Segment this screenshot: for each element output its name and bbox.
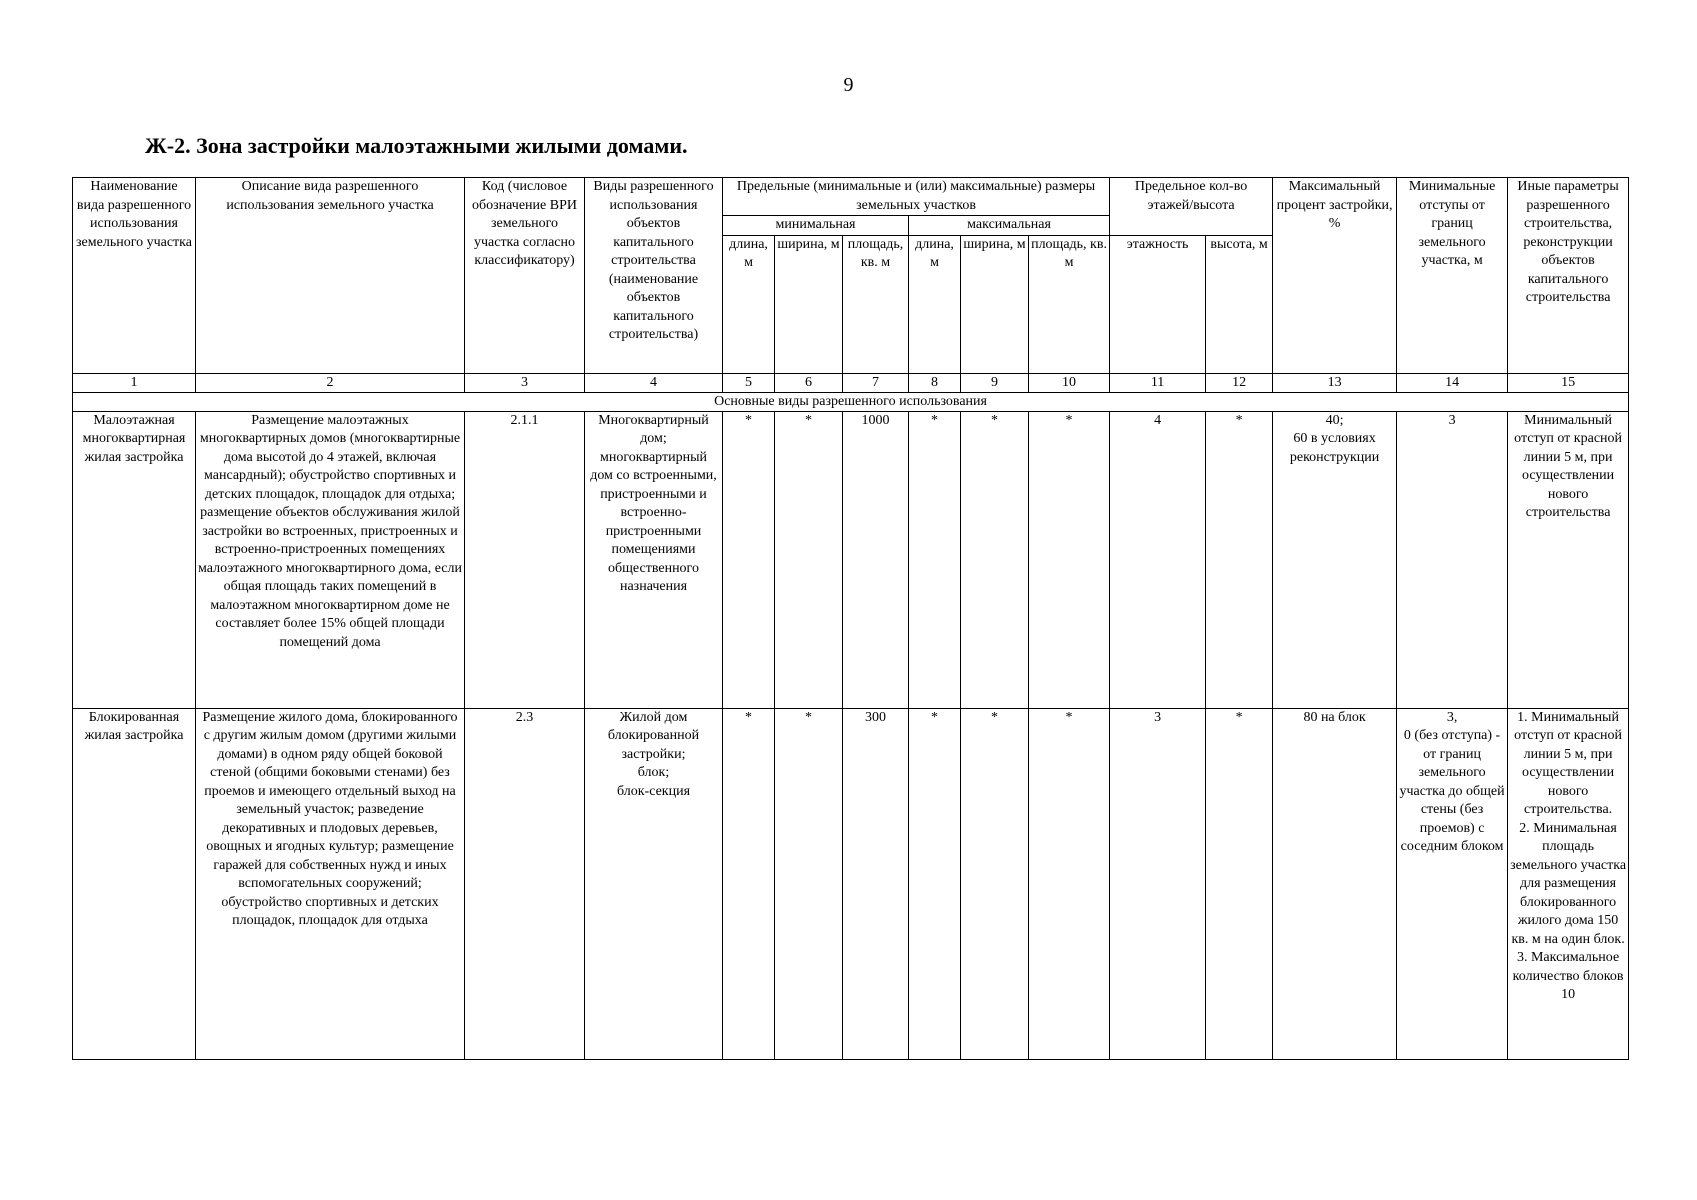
row-max-area: *: [1029, 708, 1110, 1059]
table-row: [73, 708, 1629, 1059]
section-label: Основные виды разрешенного использования: [73, 392, 1629, 411]
column-number: 12: [1206, 373, 1273, 392]
header-min-width: ширина, м: [775, 235, 843, 373]
row-height: *: [1206, 411, 1273, 708]
header-floors: этажность: [1110, 235, 1206, 373]
column-number: 9: [961, 373, 1029, 392]
row-min-setback: 3, 0 (без отступа) - от границ земельного участка до общей стены (без проемов) с соседним блоком: [1397, 708, 1508, 1059]
header-height: высота, м: [1206, 235, 1273, 373]
header-max-percent: Максимальный процент застройки, %: [1273, 178, 1397, 374]
column-number: 13: [1273, 373, 1397, 392]
header-vri-code: Код (числовое обозначение ВРИ земельного участка согласно классификатору): [465, 178, 585, 374]
row-max-length: *: [909, 411, 961, 708]
column-number: 5: [723, 373, 775, 392]
row-min-setback: 3: [1397, 411, 1508, 708]
row-floors: 4: [1110, 411, 1206, 708]
column-number-row: [73, 373, 1629, 392]
page-number: 9: [843, 74, 854, 96]
section-row: [73, 392, 1629, 411]
row-min-width: *: [775, 411, 843, 708]
row-min-area: 300: [843, 708, 909, 1059]
row-object-types: Многоквартирный дом; многоквартирный дом со встроенными, пристроенными и встроенно-пристроенными помещениями общественного назначения: [585, 411, 723, 708]
header-minimal: минимальная: [723, 216, 909, 236]
row-vri-description: Размещение жилого дома, блокированного с другим жилым домом (другими жилыми домами) в одном ряду общей боковой стеной (общими боковыми стенами) без проемов и имеющего отдельный выход на земельный участок; разведение декоративных и плодовых деревьев, овощных и ягодных культур; размещение гаражей для собственных нужд и иных вспомогательных сооружений; обустройство спортивных и детских площадок, площадок для отдыха: [196, 708, 465, 1059]
header-min-area: площадь, кв. м: [843, 235, 909, 373]
zoning-table: [72, 177, 1629, 1060]
row-floors: 3: [1110, 708, 1206, 1059]
header-object-types: Виды разрешенного использования объектов капитального строительства (наименование объектов капитального строительства): [585, 178, 723, 374]
row-min-area: 1000: [843, 411, 909, 708]
row-vri-name: Малоэтажная многоквартирная жилая застройка: [73, 411, 196, 708]
column-number: 2: [196, 373, 465, 392]
column-number: 7: [843, 373, 909, 392]
row-max-width: *: [961, 708, 1029, 1059]
row-max-area: *: [1029, 411, 1110, 708]
row-vri-code: 2.1.1: [465, 411, 585, 708]
row-min-length: *: [723, 708, 775, 1059]
section-title: Ж-2. Зона застройки малоэтажными жилыми домами.: [145, 133, 688, 158]
column-number: 4: [585, 373, 723, 392]
column-number: 6: [775, 373, 843, 392]
row-min-width: *: [775, 708, 843, 1059]
column-number: 8: [909, 373, 961, 392]
row-max-length: *: [909, 708, 961, 1059]
row-other-params: 1. Минимальный отступ от красной линии 5 м, при осуществлении нового строительства. 2. Минимальная площадь земельного участка для размещения блокированного жилого дома 150 кв. м на один блок. 3. Максимальное количество блоков 10: [1508, 708, 1629, 1059]
column-number: 1: [73, 373, 196, 392]
header-plot-size-limits: Предельные (минимальные и (или) максимальные) размеры земельных участков: [723, 178, 1110, 216]
header-min-length: длина, м: [723, 235, 775, 373]
header-other-params: Иные параметры разрешенного строительства, реконструкции объектов капитального строительства: [1508, 178, 1629, 374]
header-vri-description: Описание вида разрешенного использования земельного участка: [196, 178, 465, 374]
row-height: *: [1206, 708, 1273, 1059]
column-number: 3: [465, 373, 585, 392]
table-row: [73, 411, 1629, 708]
row-max-percent: 80 на блок: [1273, 708, 1397, 1059]
row-other-params: Минимальный отступ от красной линии 5 м, при осуществлении нового строительства: [1508, 411, 1629, 708]
header-max-area: площадь, кв. м: [1029, 235, 1110, 373]
column-number: 10: [1029, 373, 1110, 392]
column-number: 14: [1397, 373, 1508, 392]
row-max-percent: 40; 60 в условиях реконструкции: [1273, 411, 1397, 708]
row-vri-name: Блокированная жилая застройка: [73, 708, 196, 1059]
row-object-types: Жилой дом блокированной застройки; блок; блок-секция: [585, 708, 723, 1059]
row-vri-code: 2.3: [465, 708, 585, 1059]
header-floors-height: Предельное кол-во этажей/высота: [1110, 178, 1273, 236]
header-row-1: [73, 178, 1629, 216]
header-max-length: длина, м: [909, 235, 961, 373]
header-max-width: ширина, м: [961, 235, 1029, 373]
row-min-length: *: [723, 411, 775, 708]
header-min-setback: Минимальные отступы от границ земельного участка, м: [1397, 178, 1508, 374]
header-maximal: максимальная: [909, 216, 1110, 236]
column-number: 11: [1110, 373, 1206, 392]
column-number: 15: [1508, 373, 1629, 392]
row-max-width: *: [961, 411, 1029, 708]
header-vri-name: Наименование вида разрешенного использования земельного участка: [73, 178, 196, 374]
row-vri-description: Размещение малоэтажных многоквартирных домов (многоквартирные дома высотой до 4 этажей, включая мансардный); обустройство спортивных и детских площадок, площадок для отдыха; размещение объектов обслуживания жилой застройки во встроенных, пристроенных и встроенно-пристроенных помещениях малоэтажного многоквартирного дома, если общая площадь таких помещений в малоэтажном многоквартирном доме не составляет более 15% общей площади помещений дома: [196, 411, 465, 708]
